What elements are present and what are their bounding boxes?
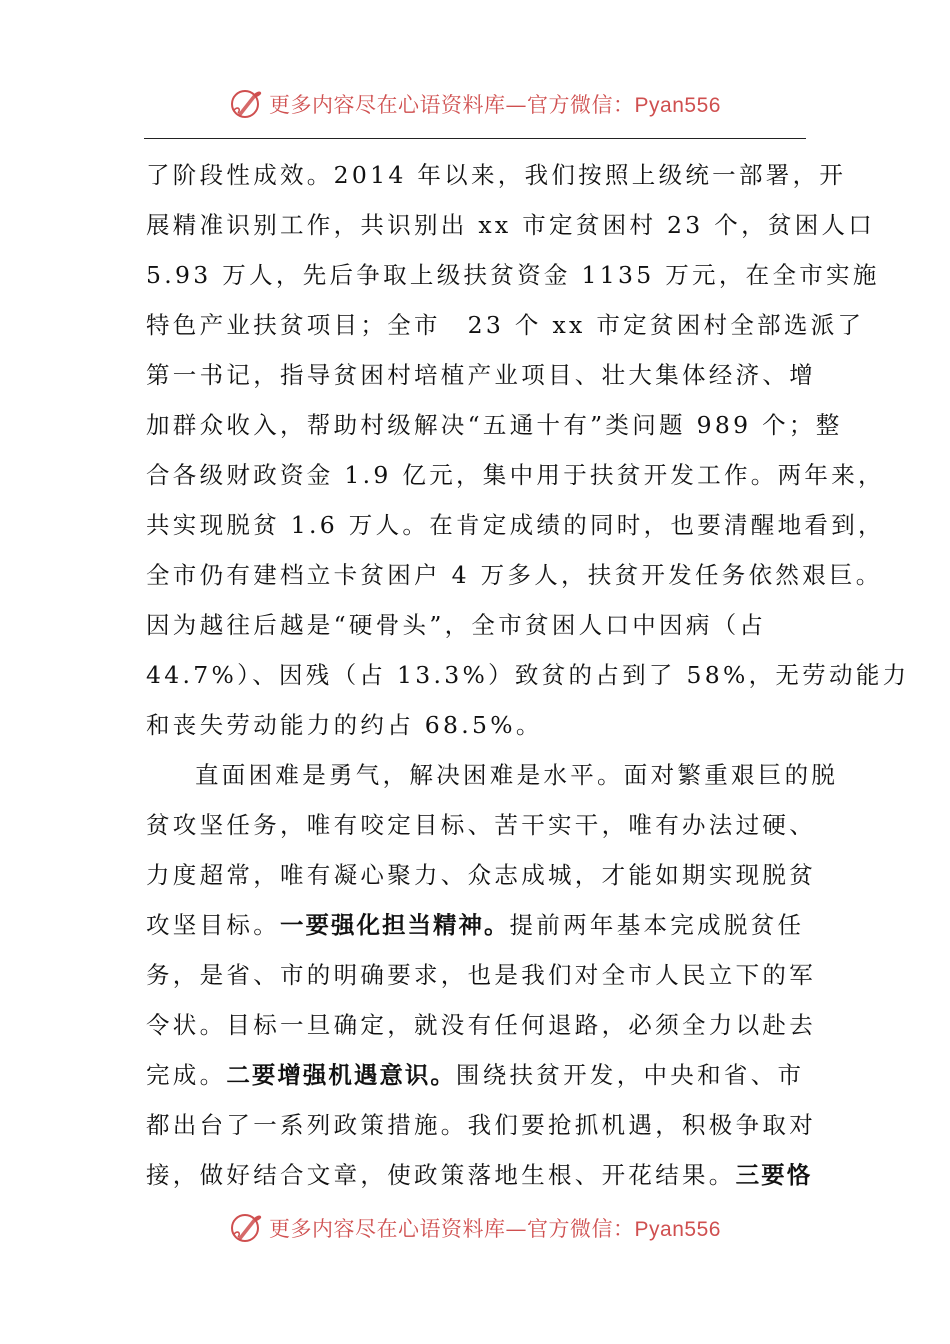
watermark-wechat-label: 官方微信： <box>527 1217 635 1241</box>
paragraph-1 <box>146 150 910 750</box>
text-line: 和丧失劳动能力的约占 68.5%。 <box>146 711 543 739</box>
watermark-dash: — <box>505 93 528 117</box>
text-line: 力度超常，唯有凝心聚力、众志成城，才能如期实现脱贫 <box>146 861 816 889</box>
text-run: 围绕扶贫开发，中央和省、市 <box>455 1061 805 1089</box>
watermark-text <box>269 89 721 119</box>
header-divider <box>144 138 806 139</box>
document-body <box>146 150 910 1200</box>
footer-watermark <box>0 1208 950 1248</box>
watermark-wechat-id: Pyan556 <box>634 1218 721 1241</box>
text-line: 第一书记，指导贫困村培植产业项目、壮大集体经济、增 <box>146 361 816 389</box>
text-line: 令状。目标一旦确定，就没有任何退路，必须全力以赴去 <box>146 1011 816 1039</box>
watermark-wechat-label: 官方微信： <box>527 93 635 117</box>
text-line: 全市仍有建档立卡贫困户 4 万多人，扶贫开发任务依然艰巨。 <box>146 561 883 589</box>
text-line: 5.93 万人，先后争取上级扶贫资金 1135 万元，在全市实施 <box>146 261 880 289</box>
paragraph-2 <box>146 750 839 1200</box>
text-run: 接，做好结合文章，使政策落地生根、开花结果。 <box>146 1161 736 1189</box>
emphasis-point-3: 三要恪 <box>735 1161 813 1189</box>
text-run: 完成。 <box>146 1061 227 1089</box>
text-line: 因为越往后越是“硬骨头”，全市贫困人口中因病（占 <box>146 611 767 639</box>
text-line: 贫攻坚任务，唯有咬定目标、苦干实干，唯有办法过硬、 <box>146 811 816 839</box>
watermark-brand: 更多内容尽在心语资料库 <box>269 93 506 117</box>
emphasis-point-1: 一要强化担当精神。 <box>280 911 510 939</box>
quill-logo-icon <box>229 1211 263 1245</box>
text-run: 攻坚目标。 <box>146 911 280 939</box>
text-line: 特色产业扶贫项目；全市 23 个 xx 市定贫困村全部选派了 <box>146 311 865 339</box>
emphasis-point-2: 二要增强机遇意识。 <box>226 1061 456 1089</box>
watermark-wechat-id: Pyan556 <box>634 94 721 117</box>
text-line: 加群众收入，帮助村级解决“五通十有”类问题 989 个；整 <box>146 411 843 439</box>
text-line <box>146 1050 826 1100</box>
text-line: 44.7%）、因残（占 13.3%）致贫的占到了 58%，无劳动能力 <box>146 661 910 689</box>
text-run: 提前两年基本完成脱贫任 <box>509 911 805 939</box>
text-line <box>146 1150 826 1200</box>
text-line: 直面困难是勇气，解决困难是水平。面对繁重艰巨的脱 <box>195 761 839 789</box>
text-line: 合各级财政资金 1.9 亿元，集中用于扶贫开发工作。两年来， <box>146 461 885 489</box>
text-line: 都出台了一系列政策措施。我们要抢抓机遇，积极争取对 <box>146 1111 816 1139</box>
text-line <box>146 900 826 950</box>
text-line: 展精准识别工作，共识别出 xx 市定贫困村 23 个，贫困人口 <box>146 211 876 239</box>
quill-logo-icon <box>229 87 263 121</box>
header-watermark <box>0 84 950 124</box>
watermark-text <box>269 1213 721 1243</box>
text-line: 务，是省、市的明确要求，也是我们对全市人民立下的军 <box>146 961 816 989</box>
text-line: 了阶段性成效。2014 年以来，我们按照上级统一部署，开 <box>146 161 847 189</box>
text-line: 共实现脱贫 1.6 万人。在肯定成绩的同时，也要清醒地看到， <box>146 511 885 539</box>
watermark-brand: 更多内容尽在心语资料库 <box>269 1217 506 1241</box>
watermark-dash: — <box>505 1217 528 1241</box>
